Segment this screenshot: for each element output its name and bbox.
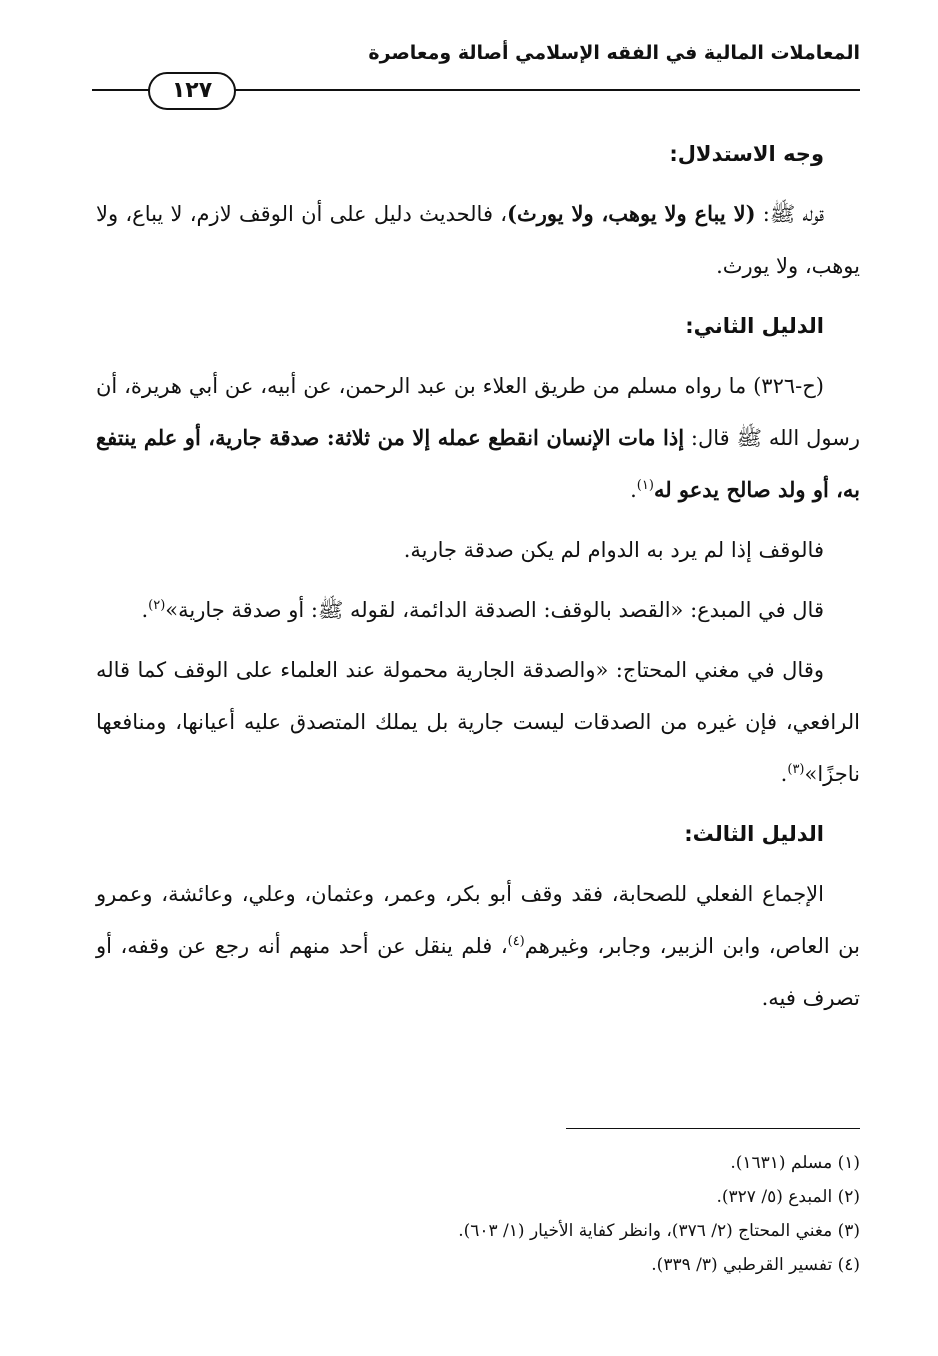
paragraph-waqf-conclusion: فالوقف إذا لم يرد به الدوام لم يكن صدقة جارية. [403,538,824,562]
footnote-ref-4[interactable]: (٤) [507,934,525,949]
heading-dalil-3: الدليل الثالث: [684,822,824,846]
main-text [96,128,860,1032]
heading-wajh-istidlal: وجه الاستدلال: [669,142,824,166]
paragraph-ijma [96,868,860,1024]
footnote-ref-3[interactable]: (٣) [787,762,805,777]
footnote-ref-2[interactable]: (٢) [148,598,166,613]
text-span: ، فلم ينقل عن أحد منهم أنه رجع عن وقفه، أو تصرف فيه. [96,934,860,1010]
footnote-4: (٤) تفسير القرطبي (٣/ ٣٣٩). [651,1255,860,1275]
running-header: المعاملات المالية في الفقه الإسلامي أصالة ومعاصرة [368,42,860,64]
footnotes [200,1146,860,1282]
text-span: . [780,762,788,786]
page-number: ١٢٧ [148,72,236,110]
paragraph-mughni-quote [96,644,860,800]
footnote-1: (١) مسلم (١٦٣١). [730,1153,860,1173]
paragraph-hadith-explanation [96,188,860,292]
text-span: . [141,598,149,622]
footnote-separator [566,1128,860,1129]
text-span: ، فالحديث دليل على أن الوقف لازم، لا يباع، ولا يوهب، ولا يورث. [96,202,860,278]
footnote-2: (٢) المبدع (٥/ ٣٢٧). [716,1187,860,1207]
heading-dalil-2: الدليل الثاني: [685,314,824,338]
text-span: قوله ﷺ: [755,202,824,226]
hadith-quote: (لا يباع ولا يوهب، ولا يورث) [507,201,756,226]
hadith-quote: إذا مات الإنسان انقطع عمله إلا من ثلاثة: صدقة جارية، أو علم ينتفع به، أو ولد صالح يدعو له [96,425,860,502]
footnote-ref-1[interactable]: (١) [636,478,654,493]
footnote-3: (٣) مغني المحتاج (٢/ ٣٧٦)، وانظر كفاية الأخيار (١/ ٦٠٣). [458,1221,860,1241]
text-span: وقال في مغني المحتاج: «والصدقة الجارية محمولة عند العلماء على الوقف كما قاله الرافعي، فإن غيره من الصدقات ليست جارية بل يملك المتصدق عليه أعيانها، ومنافعها ناجزًا» [96,658,860,786]
text-span: قال في المبدع: «القصد بالوقف: الصدقة الدائمة، لقوله ﷺ: أو صدقة جارية» [165,598,824,622]
text-span: (ح-٣٢٦) ما رواه مسلم من طريق العلاء بن عبد الرحمن، عن أبيه، عن أبي هريرة، أن رسول الله ﷺ قال: [96,374,860,450]
paragraph-mubdi-quote [96,584,860,636]
text-span: . [630,478,637,502]
text-span: الإجماع الفعلي للصحابة، فقد وقف أبو بكر، وعمر، وعثمان، وعلي، وعائشة، وعمرو بن العاص، وابن الزبير، وجابر، وغيرهم [96,882,861,958]
paragraph-muslim-hadith [96,360,860,516]
